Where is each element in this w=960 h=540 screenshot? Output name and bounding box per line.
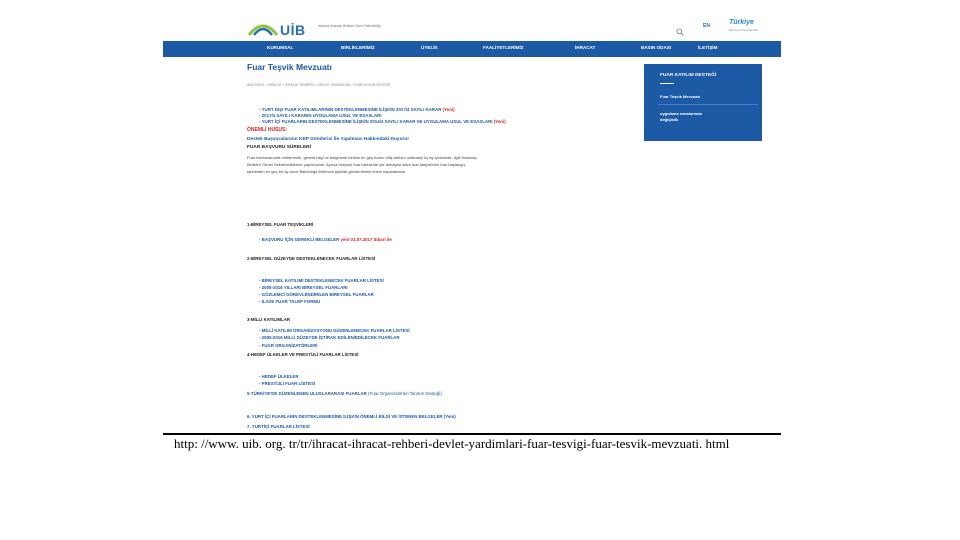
sidebar-separator (658, 104, 758, 105)
section-link-7[interactable]: 7. YURTİÇİ FUARLAR LİSTESİ (247, 424, 310, 429)
uib-logo[interactable] (247, 19, 313, 39)
new-badge: (Yeni) (493, 119, 506, 124)
turkiye-logo-subtitle: Discover the potential (729, 28, 758, 32)
nav-item-kurumsal[interactable]: KURUMSAL (267, 45, 294, 50)
sidebar-title: FUAR KATILIM DESTEĞİ (660, 73, 717, 78)
list-link[interactable]: - MİLLİ KATILIM ORGANİZASYONU DÜZENLENECEK FUARLAR LİSTESİ (259, 328, 410, 333)
date-note: yeni 01.07.2017 itibari ile (340, 237, 392, 242)
turkiye-logo[interactable]: Türkiye (729, 19, 754, 26)
sidebar-item-uygulama[interactable]: uygulama esaslarında (660, 111, 702, 116)
page-title: Fuar Teşvik Mevzuatı (247, 62, 332, 72)
list-link[interactable]: - BİREYSEL KATILIMI DESTEKLENECEK FUARLAR LİSTESİ (259, 278, 384, 283)
sidebar-menu (644, 64, 762, 141)
sidebar-item-uygulama-cont[interactable]: değişiklik (660, 117, 679, 122)
link-usul-esaslari[interactable]: - 2017/4 SAYILI KARARIN UYGULAMA USUL VE ESASLARI (259, 113, 382, 118)
link-2017-4-karar[interactable]: - YURT DIŞI FUAR KATILIMLARININ DESTEKLENMESİNE İLİŞKİN 2017/4 SAYILI KARAR (259, 107, 442, 112)
important-note-heading: ÖNEMLİ HUSUS: (247, 127, 287, 133)
site-header (163, 14, 781, 41)
new-badge: (Yeni) (443, 414, 456, 419)
link-yurt-ici-karar[interactable]: - YURT İÇİ FUARLARIN DESTEKLENMESİNE İLİŞKİN 2014/4 SAYILI KARAR VE UYGULAMA USUL VE ESASLARI (259, 119, 493, 124)
section-heading-2: 2-BİREYSEL DÜZEYDE DESTEKLENECEK FUARLAR LİSTESİ (247, 256, 376, 261)
list-link[interactable]: - HEDEF ÜLKELER (259, 374, 299, 379)
list-link[interactable]: - PRESTİJLİ FUAR LİSTESİ (259, 381, 316, 386)
section-link-5[interactable]: 5-TÜRKİYE'DE DÜZENLENEN ULUSLARARASI FUARLAR (247, 391, 367, 396)
language-switch[interactable]: EN (703, 23, 710, 29)
paragraph-line: Fuar katılımlarında mükerrerlik, gerekli bilgi ve belgelerle birlikte en geç fuarın bitiş tarihini müteakip üç ay içerisinde; ilgili İhracatçı (247, 155, 477, 160)
logo-text: UİB (280, 22, 306, 38)
list-link[interactable]: - GÖZLEMCİ GÖREVLENDİRİLEN BİREYSEL FUARLAR (259, 292, 374, 297)
sidebar-item-fuar-tesvik[interactable]: Fuar Teşvik Mevzuatı (660, 94, 700, 99)
section-5-note: (Fuar Organizatörleri Tanıtım Desteği) (368, 391, 442, 396)
nav-item-faaliyetlerimiz[interactable]: FAALİYETLERİMİZ (483, 45, 524, 50)
application-periods-heading: FUAR BAŞVURU SÜRELERİ (247, 145, 311, 150)
nav-item-birliklerimiz[interactable]: BİRLİKLERİMİZ (341, 45, 375, 50)
logo-tagline: İstanbul İhracatçı Birlikleri Genel Sekreterliği (318, 24, 381, 28)
website-screenshot (163, 14, 781, 434)
section-heading-1: 1-BİREYSEL FUAR TEŞVİKLERİ (247, 222, 314, 227)
source-url-caption: http: //www. uib. org. tr/tr/ihracat-ihracat-rehberi-devlet-yardimlari-fuar-tesvigi-fuar-tesvik-mevzuati. html (174, 436, 730, 451)
kep-announcement-link[interactable]: Destek Başvurularının KEP Gönderisi İle Yapılması Hakkındaki Duyuru! (247, 137, 409, 142)
section-link-6[interactable]: 6. YURT İÇİ FUARLARIN DESTEKLENMESİNE İLİŞKİN ÖNEMLİ BİLGİ VE İSTENEN BELGELER (247, 414, 443, 419)
paragraph-line: Birlikleri Genel Sekreterliklerine yapılmalıdır. Ayrıca bireysel fuar listesinde yer almayan dava fuar taleplerinin fuar başlangıç (247, 162, 466, 167)
logo-arch-icon (247, 19, 279, 37)
list-link[interactable]: - 2005-2016 MİLLİ DÜZEYDE İŞTİRAK EDİLEN/EDİLECEK FUARLAR (259, 335, 400, 340)
paragraph-line: tarihinden en geç bir ay önce Bakanlığa iletilecek şekilde gönderilmesi önem taşımaktadır. (247, 169, 407, 174)
main-nav (163, 41, 781, 57)
new-badge: (Yeni) (442, 107, 455, 112)
sidebar-divider (660, 83, 674, 84)
breadcrumb[interactable]: ANA SAYFA > İHRACAT > İHRACAT REHBERİ > DEVLET YARDIMLARI > FUAR KATILIM DESTEĞİ (247, 83, 391, 87)
section-heading-3: 3-MİLLİ KATILIMLAR (247, 317, 291, 322)
nav-item-ihracat[interactable]: İHRACAT (575, 45, 596, 50)
nav-item-uyelik[interactable]: ÜYELİK (421, 45, 438, 50)
nav-item-iletisim[interactable]: İLETİŞİM (698, 45, 718, 50)
section-heading-4: 4-HEDEF ÜLKELER VE PRESTİJLİ FUARLAR LİSTESİ (247, 352, 359, 357)
list-link[interactable]: - İLAVE FUAR TALEP FORMU (259, 299, 321, 304)
link-required-documents[interactable]: - BAŞVURU İÇİN GEREKLİ BELGELER (259, 237, 340, 242)
list-link[interactable]: - FUAR ORGANİZATÖRLERİ (259, 343, 318, 348)
search-icon[interactable] (676, 23, 684, 31)
nav-item-basin-odasi[interactable]: BASIN ODASI (641, 45, 672, 50)
list-link[interactable]: - 2005-2016 YILLARI BİREYSEL FUARLARI (259, 285, 348, 290)
